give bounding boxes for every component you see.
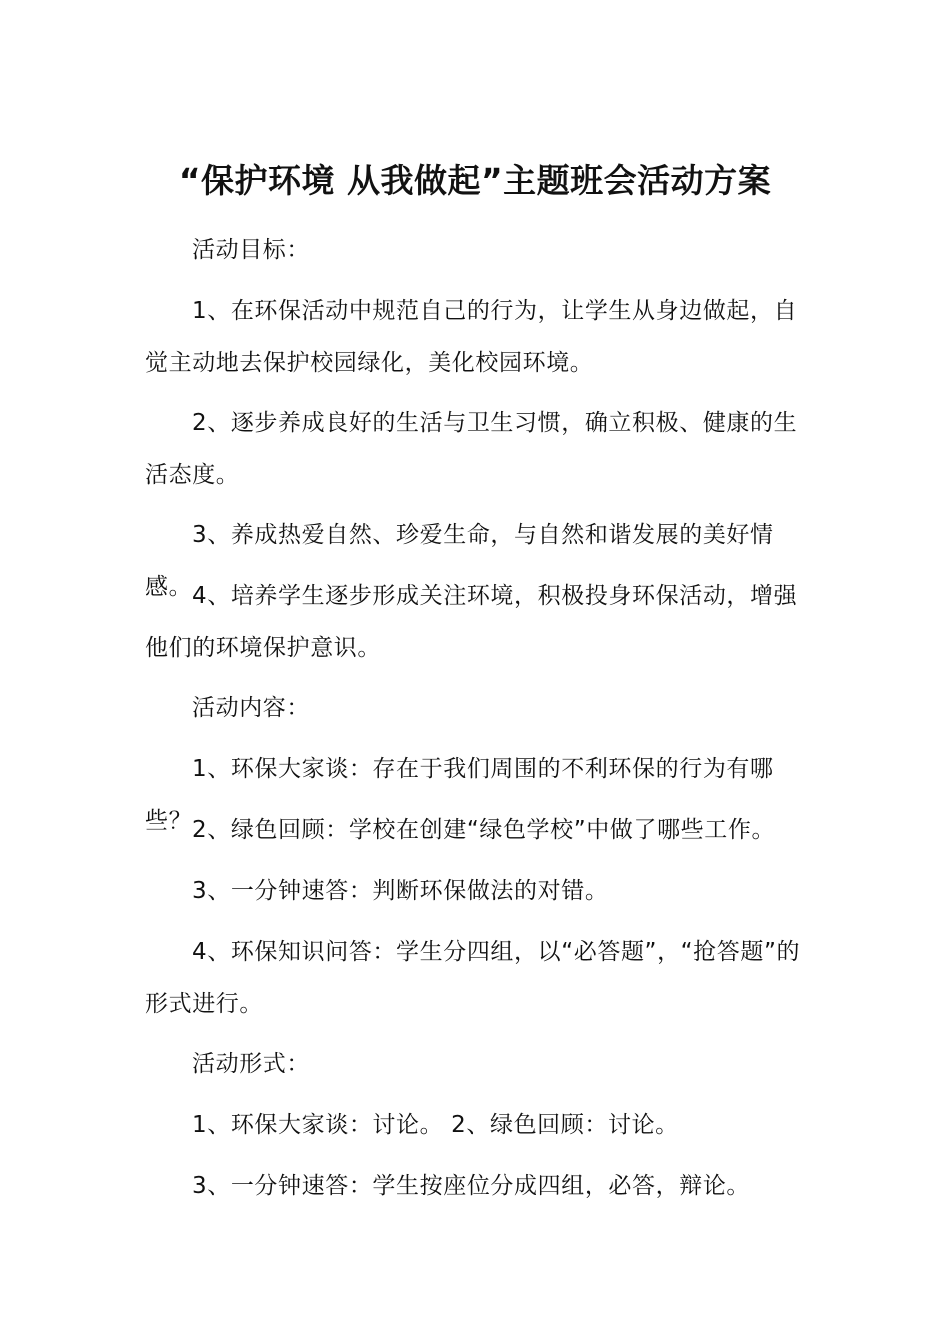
section-heading-content: 活动内容： [192, 695, 310, 721]
goal-item-1: 1、在环保活动中规范自己的行为，让学生从身边做起，自觉主动地去保护校园绿化，美化校园环境。 [145, 298, 798, 376]
section-heading-goals: 活动目标： [192, 237, 310, 263]
format-item-1-2: 1、环保大家谈：讨论。 2、绿色回顾：讨论。 [192, 1112, 679, 1138]
goal-item-3: 3、养成热爱自然、珍爱生命，与自然和谐发展的美好情感。 [145, 522, 774, 600]
content-item-2: 2、绿色回顾：学校在创建“绿色学校”中做了哪些工作。 [192, 817, 776, 843]
goal-item-4: 4、培养学生逐步形成关注环境，积极投身环保活动，增强他们的环境保护意识。 [145, 583, 798, 661]
section-heading-format: 活动形式： [192, 1051, 310, 1077]
content-item-4: 4、环保知识问答：学生分四组，以“必答题”，“抢答题”的形式进行。 [145, 939, 801, 1017]
content-item-1: 1、环保大家谈：存在于我们周围的不利环保的行为有哪些？ [145, 756, 774, 834]
document-title: “保护环境 从我做起”主题班会活动方案 [178, 161, 772, 200]
content-item-3: 3、一分钟速答：判断环保做法的对错。 [192, 878, 609, 904]
format-item-3: 3、一分钟速答：学生按座位分成四组，必答，辩论。 [192, 1173, 751, 1199]
goal-item-2: 2、逐步养成良好的生活与卫生习惯，确立积极、健康的生活态度。 [145, 410, 798, 488]
